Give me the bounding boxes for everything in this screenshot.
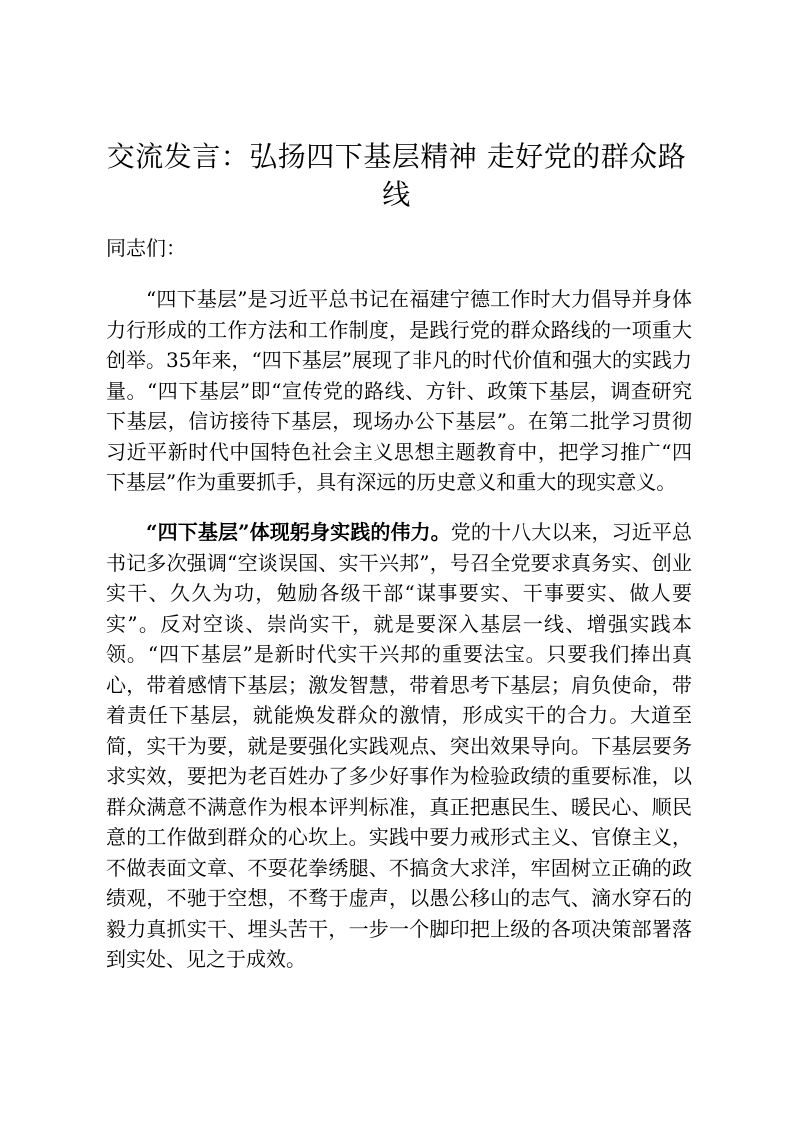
paragraph-practice: [106, 517, 692, 975]
paragraph-intro: [106, 284, 692, 498]
paragraph-body: 党的十八大以来，习近平总书记多次强调“空谈误国、实干兴邦”，号召全党要求真务实、创业实干、久久为功，勉励各级干部“谋事要实、干事要实、做人要实”。反对空谈、崇尚实干，就是要深入基层一线、增强实践本领。“四下基层”是新时代实干兴邦的重要法宝。只要我们捧出真心，带着感情下基层；激发智慧，带着思考下基层；肩负使命，带着责任下基层，就能焕发群众的激情，形成实干的合力。大道至简，实干为要，就是要强化实践观点、突出效果导向。下基层要务求实效，要把为老百姓办了多少好事作为检验政绩的重要标准，以群众满意不满意作为根本评判标准，真正把惠民生、暖民心、顺民意的工作做到群众的心坎上。实践中要力戒形式主义、官僚主义，不做表面文章、不耍花拳绣腿、不搞贪大求洋，牢固树立正确的政绩观，不驰于空想，不骛于虚声，以愚公移山的志气、滴水穿石的毅力真抓实干、埋头苦干，一步一个脚印把上级的各项决策部署落到实处、见之于成效。: [106, 520, 692, 971]
paragraph-lead: “四下基层”体现躬身实践的伟力。: [146, 520, 451, 544]
salutation: 同志们：: [106, 236, 186, 260]
document-title: 交流发言：弘扬四下基层精神 走好党的群众路线: [106, 140, 687, 211]
paragraph-body: “四下基层”是习近平总书记在福建宁德工作时大力倡导并身体力行形成的工作方法和工作制度，是践行党的群众路线的一项重大创举。35年来，“四下基层”展现了非凡的时代价值和强大的实践力量。“四下基层”即“宣传党的路线、方针、政策下基层，调查研究下基层，信访接待下基层，现场办公下基层”。在第二批学习贯彻习近平新时代中国特色社会主义思想主题教育中，把学习推广“四下基层”作为重要抓手，具有深远的历史意义和重大的现实意义。: [106, 287, 692, 494]
